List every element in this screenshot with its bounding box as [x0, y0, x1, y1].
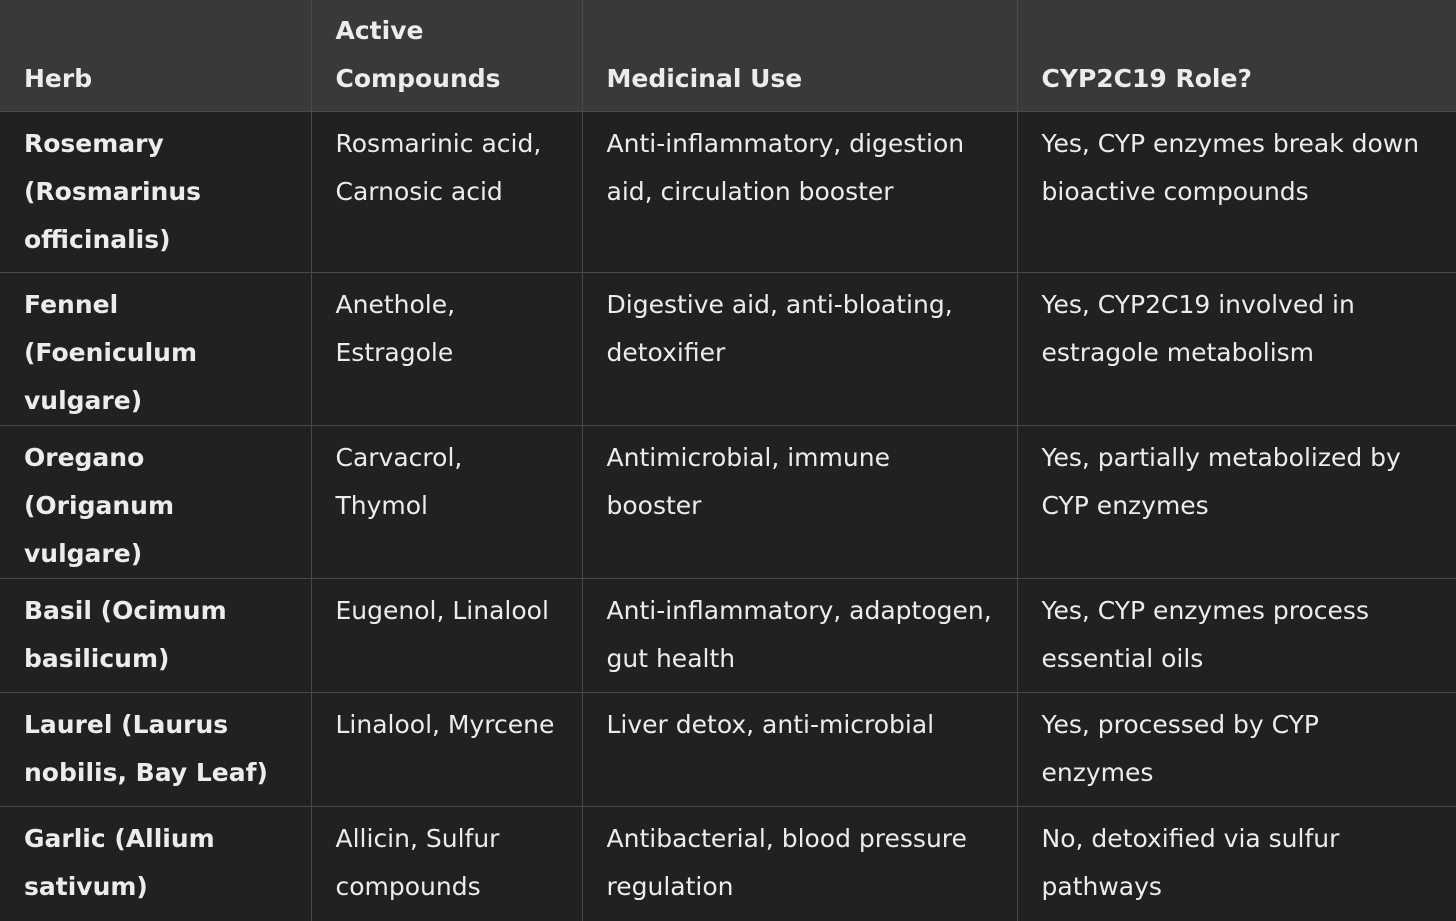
header-medicinal-use: Medicinal Use — [582, 0, 1017, 112]
compounds-cell: Anethole, Estragole — [311, 273, 582, 426]
herb-cell: Basil (Ocimum basilicum) — [0, 579, 311, 693]
table-row — [0, 273, 1456, 426]
medicinal-use-cell: Anti-inflammatory, digestion aid, circulation booster — [582, 112, 1017, 273]
medicinal-use-cell: Antimicrobial, immune booster — [582, 426, 1017, 579]
header-cyp2c19-role: CYP2C19 Role? — [1017, 0, 1456, 112]
herb-cell: Laurel (Laurus nobilis, Bay Leaf) — [0, 693, 311, 807]
medicinal-use-cell: Digestive aid, anti-bloating, detoxifier — [582, 273, 1017, 426]
herb-cell: Oregano (Origanum vulgare) — [0, 426, 311, 579]
herb-cell: Garlic (Allium sativum) — [0, 807, 311, 921]
medicinal-use-cell: Liver detox, anti-microbial — [582, 693, 1017, 807]
medicinal-use-cell: Anti-inflammatory, adaptogen, gut health — [582, 579, 1017, 693]
cyp-role-cell: Yes, CYP2C19 involved in estragole metabolism — [1017, 273, 1456, 426]
header-row — [0, 0, 1456, 112]
cyp-role-cell: Yes, CYP enzymes break down bioactive compounds — [1017, 112, 1456, 273]
table-body — [0, 112, 1456, 921]
compounds-cell: Allicin, Sulfur compounds — [311, 807, 582, 921]
table-row — [0, 693, 1456, 807]
compounds-cell: Eugenol, Linalool — [311, 579, 582, 693]
table-header — [0, 0, 1456, 112]
compounds-cell: Carvacrol, Thymol — [311, 426, 582, 579]
header-active-compounds: Active Compounds — [311, 0, 582, 112]
header-herb: Herb — [0, 0, 311, 112]
herb-cell: Fennel (Foeniculum vulgare) — [0, 273, 311, 426]
cyp-role-cell: No, detoxified via sulfur pathways — [1017, 807, 1456, 921]
table-row — [0, 807, 1456, 921]
compounds-cell: Linalool, Myrcene — [311, 693, 582, 807]
medicinal-use-cell: Antibacterial, blood pressure regulation — [582, 807, 1017, 921]
herb-cell: Rosemary (Rosmarinus officinalis) — [0, 112, 311, 273]
table-row — [0, 112, 1456, 273]
table-row — [0, 426, 1456, 579]
cyp-role-cell: Yes, CYP enzymes process essential oils — [1017, 579, 1456, 693]
compounds-cell: Rosmarinic acid, Carnosic acid — [311, 112, 582, 273]
table-row — [0, 579, 1456, 693]
cyp-role-cell: Yes, partially metabolized by CYP enzymes — [1017, 426, 1456, 579]
cyp-role-cell: Yes, processed by CYP enzymes — [1017, 693, 1456, 807]
